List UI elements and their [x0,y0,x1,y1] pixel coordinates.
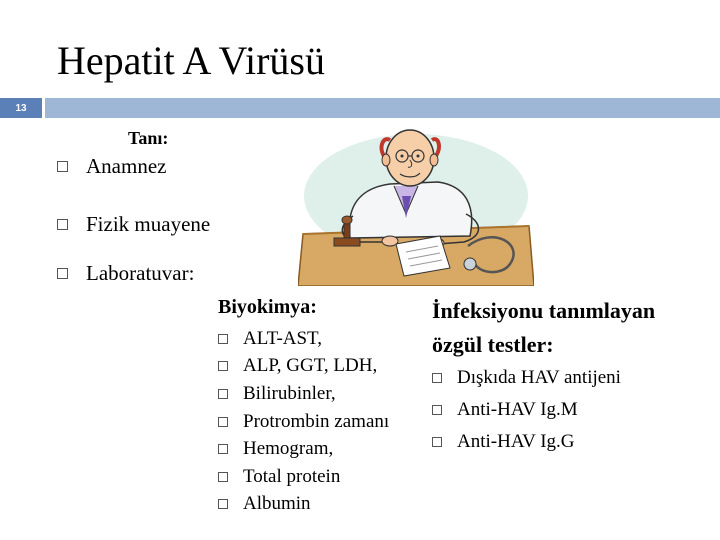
list-item-label: Albumin [243,493,311,515]
checkbox-bullet-icon [57,219,68,230]
list-item-label: Hemogram, [243,438,334,460]
infeksiyon-heading [432,294,655,362]
checkbox-bullet-icon [57,161,68,172]
checkbox-bullet-icon [57,268,68,279]
list-item-label: Laboratuvar: [86,261,195,285]
checkbox-bullet-icon [218,361,228,371]
list-item [218,353,389,381]
list-item [432,426,621,458]
checkbox-bullet-icon [432,373,442,383]
infeksiyon-list [432,362,621,458]
tani-label: Tanı: [128,128,169,148]
list-item-label: Anti-HAV Ig.G [457,431,575,452]
list-item [218,325,389,353]
list-item-label: Fizik muayene [86,212,211,236]
list-item-fizik-muayene [57,212,210,237]
list-item [218,408,389,436]
list-item-label: Anti-HAV Ig.M [457,399,578,420]
list-item-label: ALP, GGT, LDH, [243,355,378,377]
list-item-label: Dışkıda HAV antijeni [457,367,621,388]
slide-title: Hepatit A Virüsü [57,38,325,83]
checkbox-bullet-icon [218,334,228,344]
doctor-at-desk-illustration [298,126,534,286]
list-item-label: Anamnez [86,154,167,178]
list-item [218,491,389,519]
checkbox-bullet-icon [218,499,228,509]
list-item-label: Protrombin zamanı [243,410,390,432]
slide-number: 13 [0,98,42,118]
checkbox-bullet-icon [218,389,228,399]
list-item-label: Total protein [243,465,341,487]
checkbox-bullet-icon [218,472,228,482]
biyokimya-list [218,325,389,518]
list-item [218,463,389,491]
list-item [218,435,389,463]
checkbox-bullet-icon [432,437,442,447]
list-item-label: ALT-AST, [243,327,323,349]
checkbox-bullet-icon [218,444,228,454]
title-divider-bar [45,98,720,118]
checkbox-bullet-icon [432,405,442,415]
list-item [432,362,621,394]
list-item [432,394,621,426]
list-item-anamnez [57,154,166,179]
checkbox-bullet-icon [218,417,228,427]
list-item [218,380,389,408]
infeksiyon-heading-line2: özgül testler: [432,332,554,357]
list-item-label: Bilirubinler, [243,382,336,404]
list-item-laboratuvar [57,261,194,286]
infeksiyon-heading-line1: İnfeksiyonu tanımlayan [432,298,656,323]
biyokimya-heading: Biyokimya: [218,296,317,318]
